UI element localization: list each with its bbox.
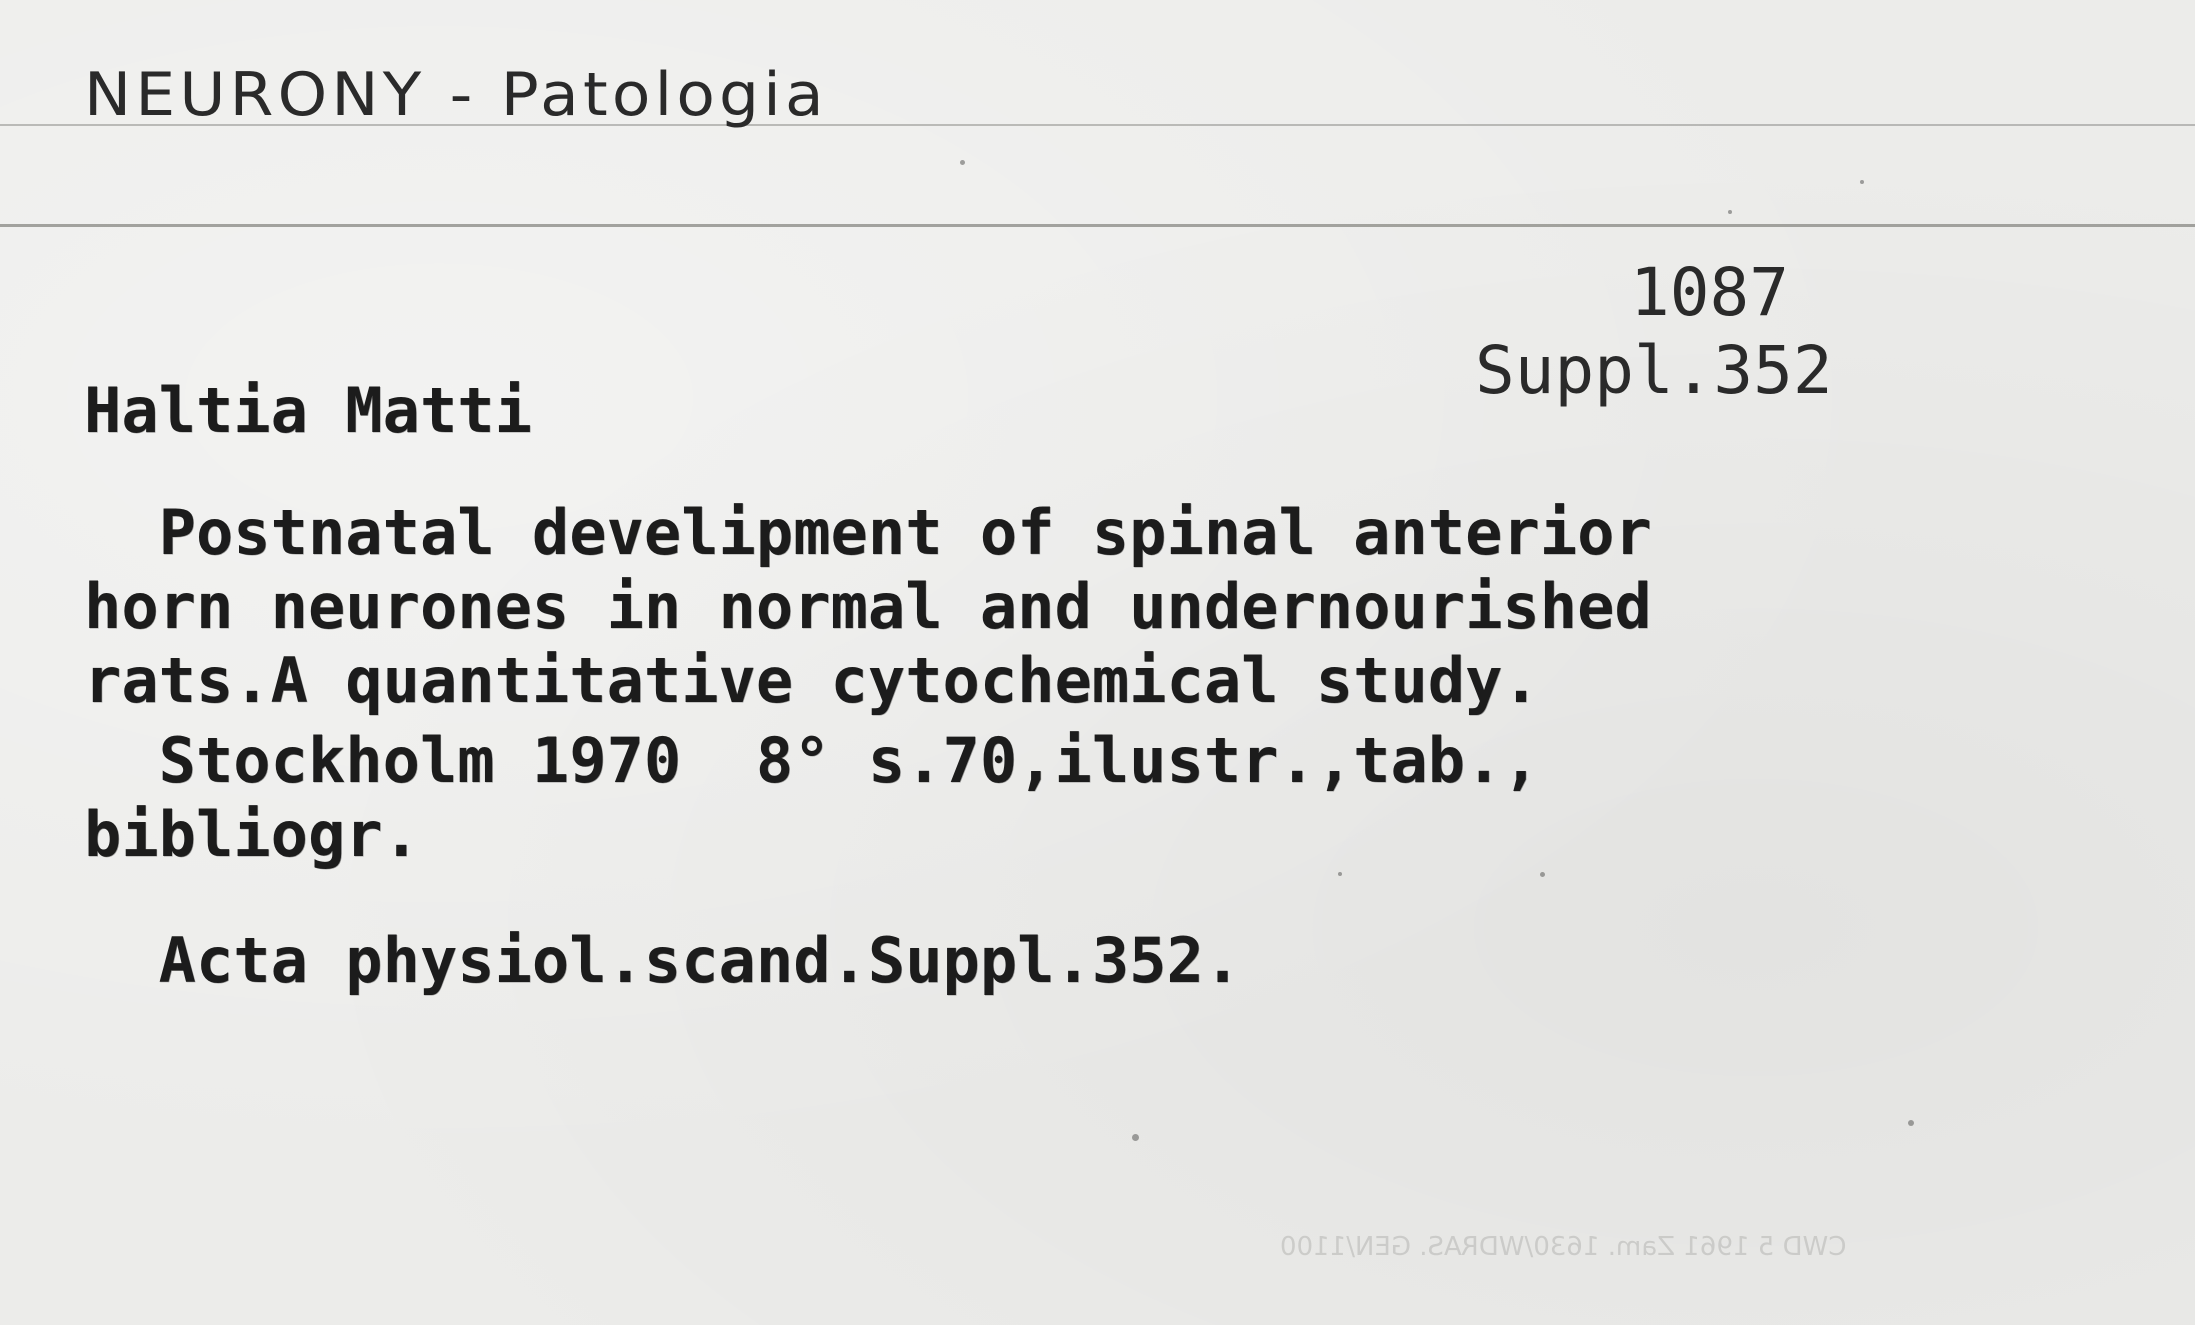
dust-speck [1338, 872, 1342, 876]
dust-speck [1908, 1120, 1914, 1126]
card-heading-rule [0, 224, 2195, 227]
dust-speck [960, 160, 965, 165]
dust-speck [1728, 210, 1732, 214]
dust-speck [1132, 1134, 1139, 1141]
title-line-1: Postnatal develipment of spinal anterior [84, 496, 1652, 569]
series-note: Acta physiol.scand.Suppl.352. [84, 924, 1242, 997]
imprint-line-2: bibliogr. [84, 798, 420, 871]
title-line-2: horn neurones in normal and undernourished [84, 570, 1652, 643]
author-name: Haltia Matti [84, 374, 532, 447]
mirrored-print-through: CWD 5 1961 Zam. 1630/WDRAS. GEN/1100 [1280, 1232, 1847, 1262]
imprint-line-1: Stockholm 1970 8° s.70,ilustr.,tab., [84, 724, 1540, 797]
call-number-line-2: Suppl.352 [1475, 332, 1833, 409]
dust-speck [1860, 180, 1864, 184]
call-number-line-1: 1087 [1630, 254, 1789, 331]
dust-speck [1540, 872, 1545, 877]
title-line-3: rats.A quantitative cytochemical study. [84, 644, 1540, 717]
subject-heading: NEURONY - Patologia [84, 60, 828, 130]
